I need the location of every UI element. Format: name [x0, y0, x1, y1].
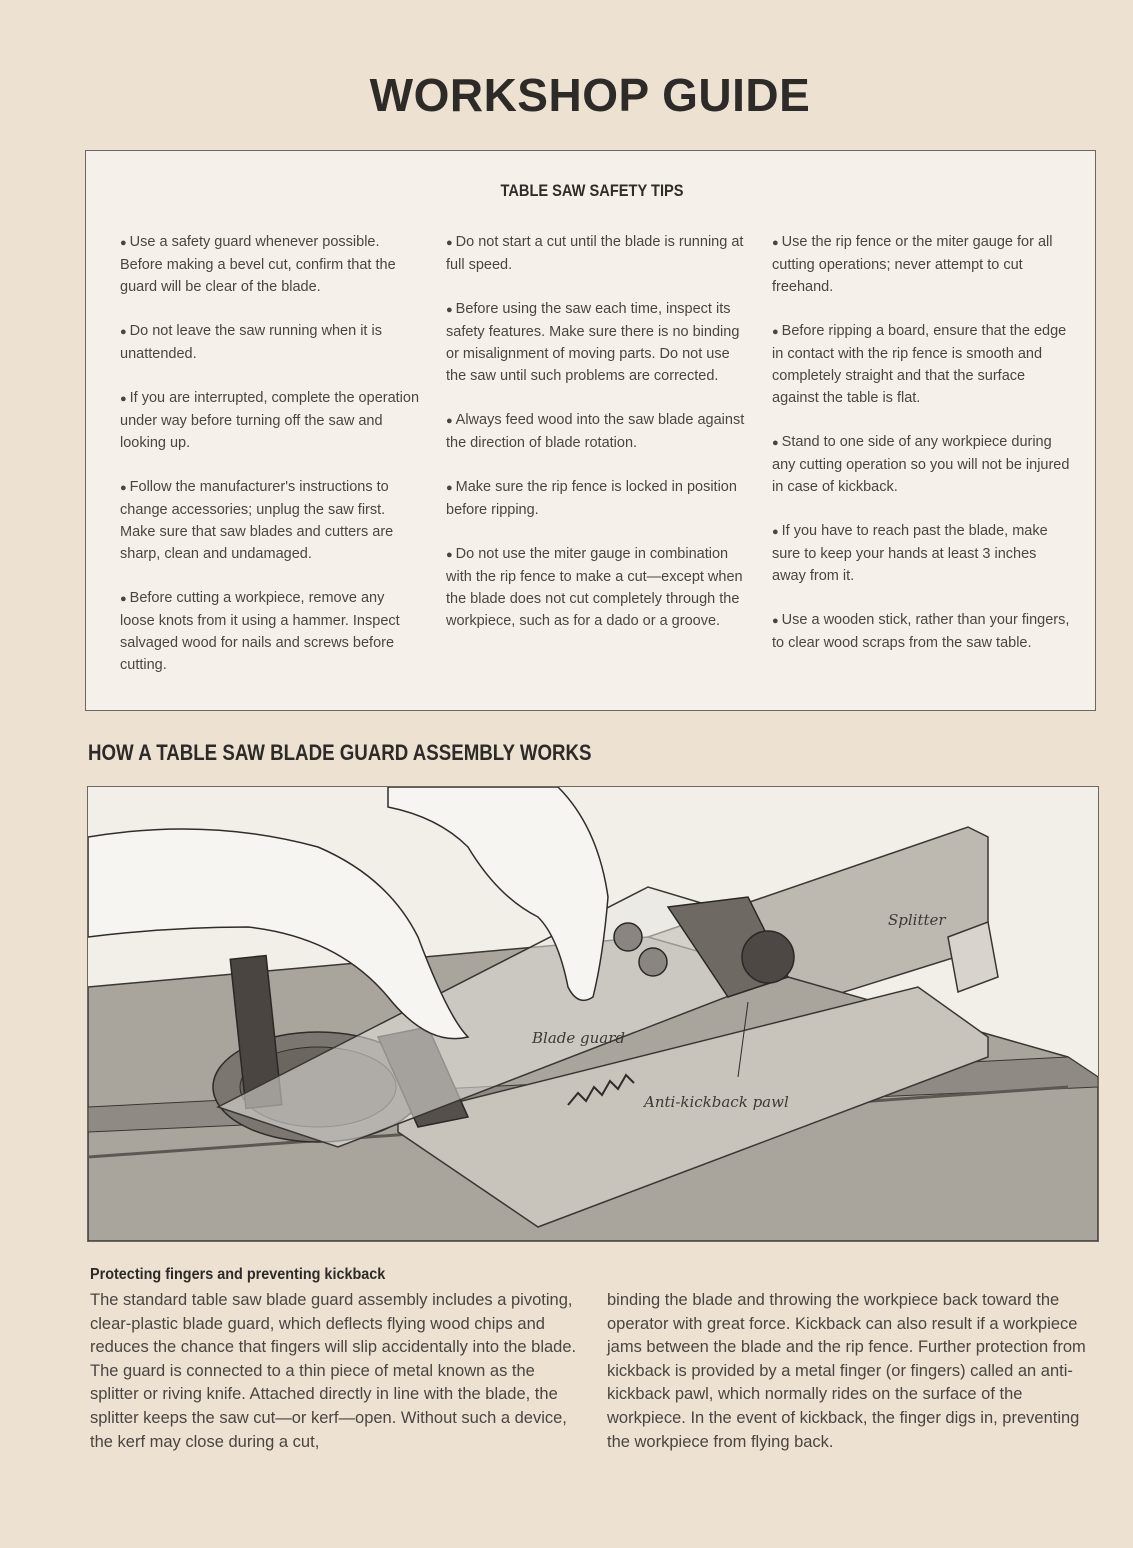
caption-text-left: The standard table saw blade guard assembly includes a pivoting, clear-plastic blade guard, which deflects flying wood chips and reduces the chance that fingers will slip accidentally into the blade. The guard is connected to a thin piece of metal known as the splitter or riving knife. Attached directly in line with the blade, the splitter keeps the saw cut—or kerf—open. Without such a device, the kerf may close during a cut,: [90, 1291, 577, 1451]
tips-column-3: [772, 231, 1072, 676]
safety-tip-text: Do not use the miter gauge in combination with the rip fence to make a cut—except when the blade does not cut completely through the workpiece, such as for a dado or a groove.: [446, 546, 743, 629]
tips-column-2: [446, 231, 746, 654]
bullet-icon: ●: [772, 526, 779, 538]
safety-tip: [446, 298, 746, 387]
safety-tip-text: Do not leave the saw running when it is unattended.: [120, 323, 382, 362]
caption-text-right: binding the blade and throwing the workpiece back toward the operator with great force. Kickback can also result if a workpiece jams between the blade and the rip fence. Further protection from kickback is provided by a metal finger (or fingers) called an anti-kickback pawl, which normally rides on the surface of the workpiece. In the event of kickback, the finger digs in, preventing the workpiece from flying back.: [607, 1291, 1086, 1451]
safety-tip-text: Before cutting a workpiece, remove any loose knots from it using a hammer. Inspect salvaged wood for nails and screws before cutting.: [120, 590, 400, 673]
safety-tip: [772, 609, 1072, 654]
safety-tip: [446, 231, 746, 276]
bullet-icon: ●: [446, 482, 453, 494]
safety-tip: [120, 387, 420, 454]
safety-tip: [446, 543, 746, 632]
page-title: WORKSHOP GUIDE: [369, 69, 811, 121]
safety-tip-text: Use a safety guard whenever possible. Before making a bevel cut, confirm that the guard will be clear of the blade.: [120, 234, 396, 295]
safety-tip-text: Do not start a cut until the blade is running at full speed.: [446, 234, 744, 273]
safety-tip: [772, 520, 1072, 587]
safety-tip-text: If you are interrupted, complete the operation under way before turning off the saw and looking up.: [120, 390, 420, 451]
safety-tip: [120, 320, 420, 365]
safety-tip: [120, 587, 420, 676]
tips-column-1: [120, 231, 420, 698]
bullet-icon: ●: [772, 326, 779, 338]
safety-tip-text: Before using the saw each time, inspect its safety features. Make sure there is no binding or misalignment of moving parts. Do not use the saw until such problems are corrected.: [446, 301, 740, 384]
bullet-icon: ●: [772, 437, 779, 449]
section-heading: HOW A TABLE SAW BLADE GUARD ASSEMBLY WORKS: [88, 740, 592, 765]
bullet-icon: ●: [120, 482, 127, 494]
blade-guard-illustration: [87, 786, 1099, 1242]
bullet-icon: ●: [772, 237, 779, 249]
bullet-icon: ●: [120, 237, 127, 249]
safety-tip-text: Use a wooden stick, rather than your fingers, to clear wood scraps from the saw table.: [772, 612, 1070, 651]
safety-tip-text: Stand to one side of any workpiece during any cutting operation so you will not be injured in case of kickback.: [772, 434, 1070, 495]
bullet-icon: ●: [446, 415, 453, 427]
anti-kickback-pawl-label: Anti-kickback pawl: [644, 1093, 789, 1111]
bullet-icon: ●: [120, 326, 127, 338]
bullet-icon: ●: [120, 593, 127, 605]
safety-tip: [120, 231, 420, 298]
blade-guard-label: Blade guard: [532, 1029, 625, 1047]
safety-tips-heading: TABLE SAW SAFETY TIPS: [500, 181, 684, 200]
bullet-icon: ●: [120, 393, 127, 405]
safety-tip-text: Make sure the rip fence is locked in position before ripping.: [446, 479, 737, 518]
safety-tip-text: Follow the manufacturer's instructions to change accessories; unplug the saw first. Make sure that saw blades and cutters are sharp, clean and undamaged.: [120, 479, 394, 562]
bullet-icon: ●: [446, 304, 453, 316]
bullet-icon: ●: [446, 549, 453, 561]
splitter-label: Splitter: [888, 911, 946, 929]
safety-tip-text: Before ripping a board, ensure that the edge in contact with the rip fence is smooth and completely straight and that the surface against the table is flat.: [772, 323, 1067, 406]
bullet-icon: ●: [446, 237, 453, 249]
bullet-icon: ●: [772, 615, 779, 627]
table-saw-drawing: [88, 787, 1098, 1241]
safety-tips-box: [85, 150, 1096, 711]
anti-kickback-pawl: [742, 931, 794, 983]
safety-tip: [446, 476, 746, 521]
safety-tip-text: Always feed wood into the saw blade against the direction of blade rotation.: [446, 412, 745, 451]
safety-tip: [772, 231, 1072, 298]
safety-tip-text: If you have to reach past the blade, make sure to keep your hands at least 3 inches away from it.: [772, 523, 1048, 584]
caption-heading: Protecting fingers and preventing kickback: [90, 1266, 386, 1283]
safety-tip: [772, 320, 1072, 409]
safety-tip-text: Use the rip fence or the miter gauge for all cutting operations; never attempt to cut freehand.: [772, 234, 1053, 295]
safety-tip: [772, 431, 1072, 498]
safety-tip: [120, 476, 420, 565]
safety-tip: [446, 409, 746, 454]
